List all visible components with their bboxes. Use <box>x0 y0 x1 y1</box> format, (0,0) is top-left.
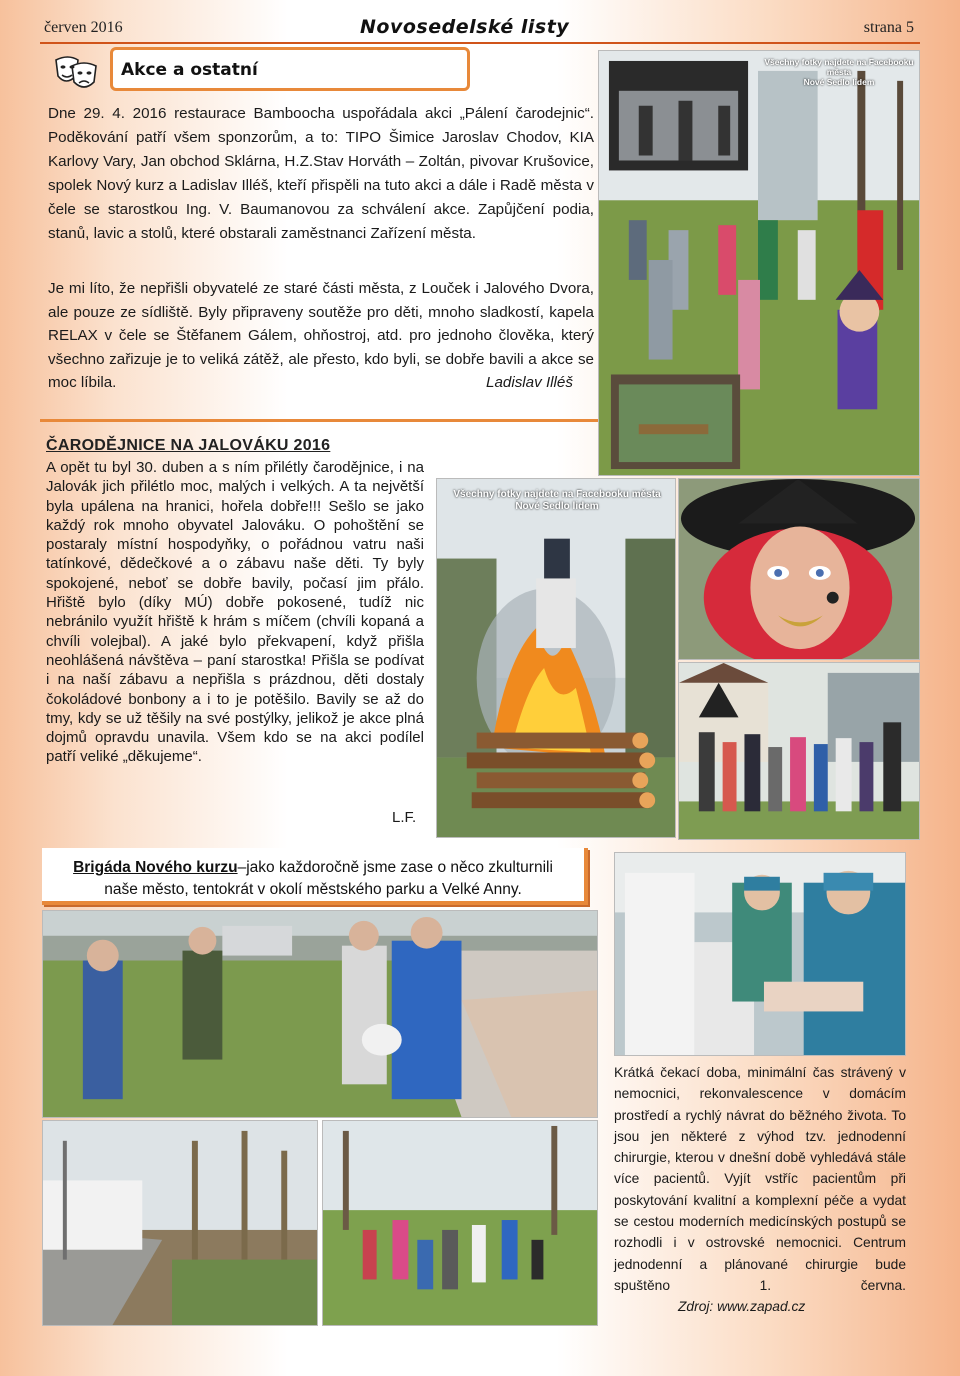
photo-kids-group <box>678 662 920 840</box>
photo1-caption-line2: Nové Sedlo lidem <box>803 77 875 87</box>
section-title: Akce a ostatní <box>110 47 470 91</box>
article1-author: Ladislav Illéš <box>486 374 573 391</box>
newsletter-title: Novosedelské listy <box>360 16 570 38</box>
photo-bonfire <box>436 478 676 838</box>
photo2-caption-line1: Všechny fotky najdete na Facebooku města <box>453 489 661 500</box>
photo-witch-portrait <box>678 478 920 660</box>
article2-author: L.F. <box>392 809 417 826</box>
brigade-title: Brigáda Nového kurzu <box>73 859 238 876</box>
article2-title: ČARODĚJNICE NA JALOVÁKU 2016 <box>46 437 331 454</box>
article1-paragraph2: Je mi líto, že nepřišli obyvatelé ze staré části města, z Louček i Jalového Dvora, ale pouze ze sídliště. Byly připraveny soutěže pro děti, mnoho sladkostí, kapela RELAX v čele se Štěfanem Gálem, ohňostroj, atd. pro jednoho člověka, který všechno zařizuje je to veliká zátěž, ale přesto, kdo byli, se dobře bavili a akce se moc líbila. <box>48 280 594 391</box>
section-divider <box>40 419 600 422</box>
page-number: strana 5 <box>863 19 914 36</box>
photo-witch-festival <box>598 50 920 476</box>
article2-text: A opět tu byl 30. duben a s ním přilétly čarodějnice, i na Jalovák jich přilétlo moc, malých i velkých. A ta největší byla upálena na hranici, hořela dobře!!! Sešlo se jako každý rok mnoho obyvatel Jalováku. O pohoštění se postaraly místní hospodyňky, o pořádnou vatru naši tatínkové, dědečkové a o zábavu naše děti. Ty byly spokojené, neboť se dobře bavily, počasí jim přálo. Hřiště bylo (díky MÚ) dobře pokosené, tudíž nic nebránilo využít hřiště k hrám s míčem (chvíli kopaná a chvíli volejbal). A jaké bylo překvapení, když přišla neohlášená návštěva – paní starostka! Přišla se podívat i na naší zábavu a nepřišla s prázdnou, děti dostaly čokoládové bonbony a i to je potěšilo. Bavily se až do tmy, kdy se už těšily na své postýlky, jelikož je akce plná dojmů opravdu unavila. Všem kdo se na akci podílel patří veliké „děkujeme“. <box>46 459 424 766</box>
issue-date: červen 2016 <box>44 19 123 36</box>
photo-kids-park <box>322 1120 598 1326</box>
header-divider <box>40 42 920 44</box>
brigade-text: –jako každoročně jsme zase o něco zkulturnili naše město, tentokrát v okolí městského parku a Velké Anny. <box>104 859 553 898</box>
article4-text <box>614 1062 906 1318</box>
photo-surgery <box>614 852 906 1056</box>
surgery-article-source: Zdroj: www.zapad.cz <box>678 1299 806 1315</box>
brigade-announcement <box>42 848 588 905</box>
photo1-caption-line1: Všechny fotky najdete na Facebooku města <box>764 57 914 77</box>
article1-paragraph1: Dne 29. 4. 2016 restaurace Bamboocha uspořádala akci „Pálení čarodejnic“. Poděkování patří všem sponzorům, a to: TIPO Šimice Jaroslav Chodov, KIA Karlovy Vary, Jan obchod Sklárna, H.Z.Stav Horváth – Zoltán, pivovar Krušovice, spolek Nový kurz a Ladislav Illéš, kteří přispěli na tuto akci a dále i Radě města v čele se starostkou Ing. V. Baumanovou za schválení akce. Zapůjčení podia, stanů, lavic a stolů, které obstarali zaměstnanci Zařízení města. <box>48 105 594 242</box>
theater-masks-icon <box>52 54 100 94</box>
photo-brigade-work <box>42 910 598 1118</box>
photo2-caption-line2: Nové Sedlo lidem <box>515 501 599 512</box>
surgery-article-text: Krátká čekací doba, minimální čas strávený v nemocnici, rekonvalescence v domácím prostředí a rychlý návrat do běžného života. To jsou jen některé z výhod tzv. jednodenní chirurgie, kterou v dnešní době vyhledává stále více pacientů. Vyjít vstříc pacientům při poskytování kvalitní a komplexní péče a vydat se cestou moderních medicínských postupů se rozhodli i v ostrovské nemocnici. Centrum jednodenní a plánované chirurgie bude spuštěno 1. června. <box>614 1065 906 1293</box>
photo-park-road <box>42 1120 318 1326</box>
